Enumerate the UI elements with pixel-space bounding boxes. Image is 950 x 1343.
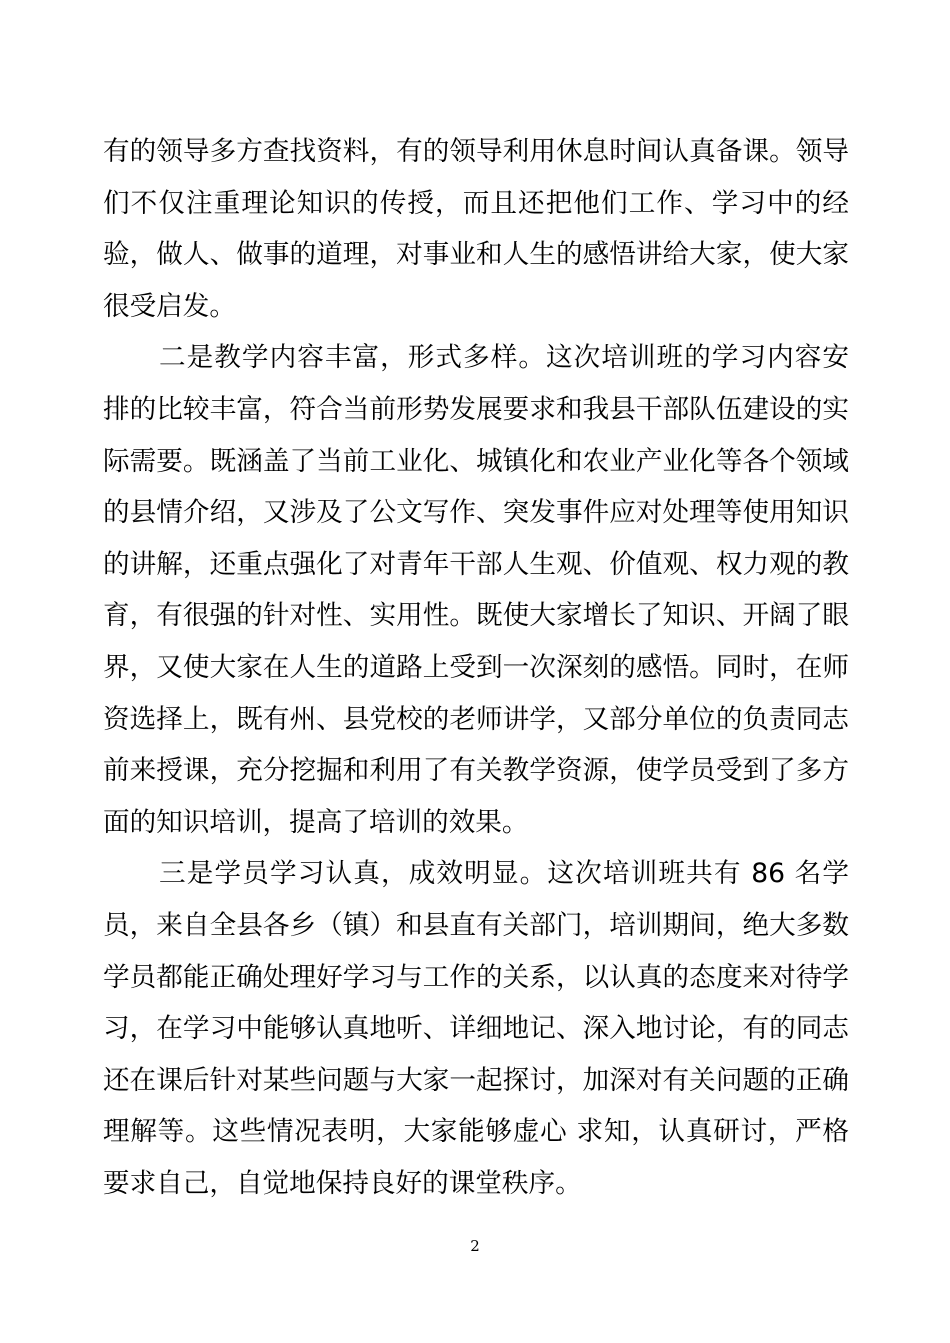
paragraph-teaching-content: 二是教学内容丰富，形式多样。这次培训班的学习内容安排的比较丰富，符合当前形势发展要求和我县干部队伍建设的实际需要。既涵盖了当前工业化、城镇化和农业产业化等各个领域的县情介绍，又涉及了公文写作、突发事件应对处理等使用知识的讲解，还重点强化了对青年干部人生观、价值观、权力观的教育，有很强的针对性、实用性。既使大家增长了知识、开阔了眼界，又使大家在人生的道路上受到一次深刻的感悟。同时，在师资选择上，既有州、县党校的老师讲学，又部分单位的负责同志前来授课，充分挖掘和利用了有关教学资源，使学员受到了多方面的知识培训，提高了培训的效果。 bbox=[103, 342, 849, 838]
paragraph-student-learning: 三是学员学习认真，成效明显。这次培训班共有 86 名学员，来自全县各乡（镇）和县直有关部门，培训期间，绝大多数学员都能正确处理好学习与工作的关系，以认真的态度来对待学习，在学习中能够认真地听、详细地记、深入地讨论，有的同志还在课后针对某些问题与大家一起探讨，加深对有关问题的正确理解等。这些情况表明，大家能够虚心 求知，认真研讨，严格要求自己，自觉地保持良好的课堂秩序。 bbox=[103, 858, 849, 1199]
paragraph-continuation: 有的领导多方查找资料，有的领导利用休息时间认真备课。领导们不仅注重理论知识的传授，而且还把他们工作、学习中的经验，做人、做事的道理，对事业和人生的感悟讲给大家，使大家很受启发。 bbox=[103, 136, 849, 322]
page-number: 2 bbox=[470, 1237, 480, 1255]
document-body bbox=[103, 126, 849, 1209]
